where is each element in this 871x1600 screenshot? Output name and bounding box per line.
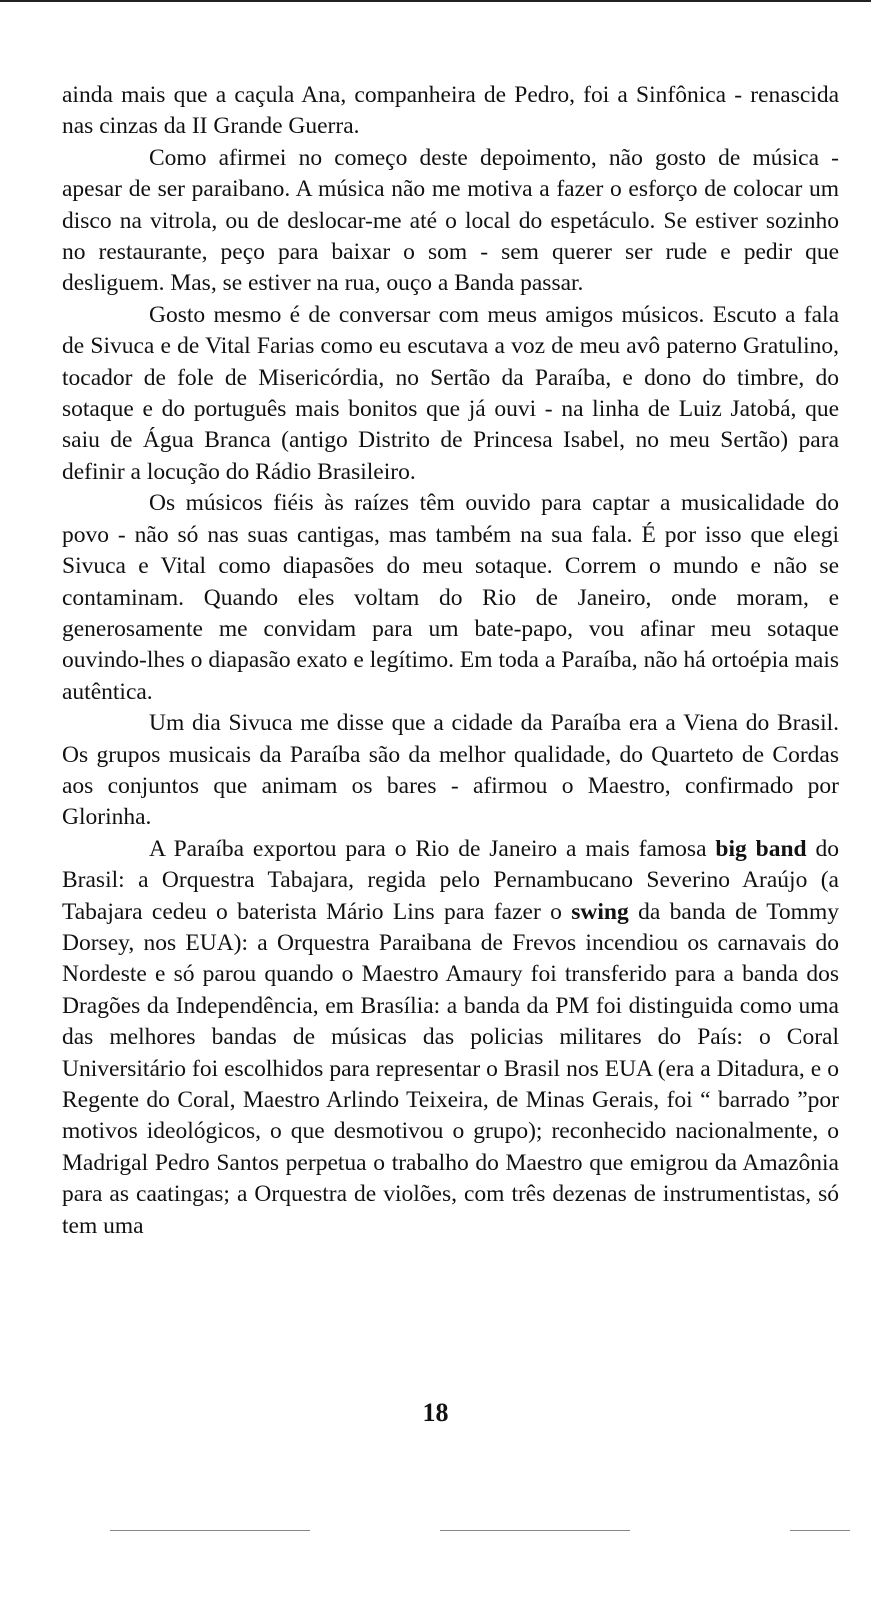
paragraph-music-preference: Como afirmei no começo deste depoimento, não gosto de música - apesar de ser paraibano. A música não me motiva a fazer o esforço de colocar um disco na vitrola, ou de deslocar-me até o local do espetáculo. Se estiver sozinho no restaurante, peço para baixar o som - sem querer ser rude e pedir que desliguem. Mas, se estiver na rua, ouço a Banda passar. [62,144,839,297]
scan-artifact-line [110,1530,310,1531]
paragraph-exports-text-1: A Paraíba exportou para o Rio de Janeiro a mais famosa [149,835,716,862]
paragraph-exports-text-2: do Brasil: a Orquestra Tabajara, regida pelo Pernambucano Severino Araújo (a Tabajara cedeu o baterista Mário Lins para fazer o [62,835,840,925]
paragraph-continuation: ainda mais que a caçula Ana, companheira de Pedro, foi a Sinfônica - renascida nas cinzas da II Grande Guerra. [62,82,839,140]
paragraph-exports-text-3: da banda de Tommy Dorsey, nos EUA): a Orquestra Paraibana de Frevos incendiou os carnavais do Nordeste e só parou quando o Maestro Amaury foi transferido para a banda dos Dragões da Independência, em Brasília: a banda da PM foi distinguida como uma das melhores bandas de músicas das policias militares do País: o Coral Universitário foi escolhidos para representar o Brasil nos EUA (era a Ditadura, e o Regente do Coral, Maestro Arlindo Teixeira, de Minas Gerais, foi “ barrado ”por motivos ideológicos, o que desmotivou o grupo); reconhecido nacionalmente, o Madrigal Pedro Santos perpetua o trabalho do Maestro que emigrou da Amazônia para as caatingas; a Orquestra de violões, com três dezenas de instrumentistas, só tem uma [62,898,839,1239]
bold-term-swing: swing [571,898,629,925]
scan-artifact-line [790,1530,850,1531]
paragraph-viena: Um dia Sivuca me disse que a cidade da Paraíba era a Viena do Brasil. Os grupos musicais da Paraíba são da melhor qualidade, do Quarteto de Cordas aos conjuntos que animam os bares - afirmou o Maestro, confirmado por Glorinha. [62,710,839,831]
paragraph-exports [62,834,839,1242]
paragraph-roots: Os músicos fiéis às raízes têm ouvido para captar a musicalidade do povo - não só nas suas cantigas, mas também na sua fala. É por isso que elegi Sivuca e Vital como diapasões do meu sotaque. Correm o mundo e não se contaminam. Quando eles voltam do Rio de Janeiro, onde moram, e generosamente me convidam para um bate-papo, vou afinar meu sotaque ouvindo-lhes o diapasão exato e legítimo. Em toda a Paraíba, não há ortoépia mais autêntica. [62,490,839,705]
top-border-line [0,0,871,2]
page-number: 18 [422,1398,449,1427]
scan-artifact-line [440,1530,630,1531]
page-body [62,80,839,1242]
paragraph-musician-friends: Gosto mesmo é de conversar com meus amigos músicos. Escuto a fala de Sivuca e de Vital Farias como eu escutava a voz de meu avô paterno Gratulino, tocador de fole de Misericórdia, no Sertão da Paraíba, e dono do timbre, do sotaque e do português mais bonitos que já ouvi - na linha de Luiz Jatobá, que saiu de Água Branca (antigo Distrito de Princesa Isabel, no meu Sertão) para definir a locução do Rádio Brasileiro. [62,301,839,485]
bold-term-big-band: big band [715,835,807,862]
